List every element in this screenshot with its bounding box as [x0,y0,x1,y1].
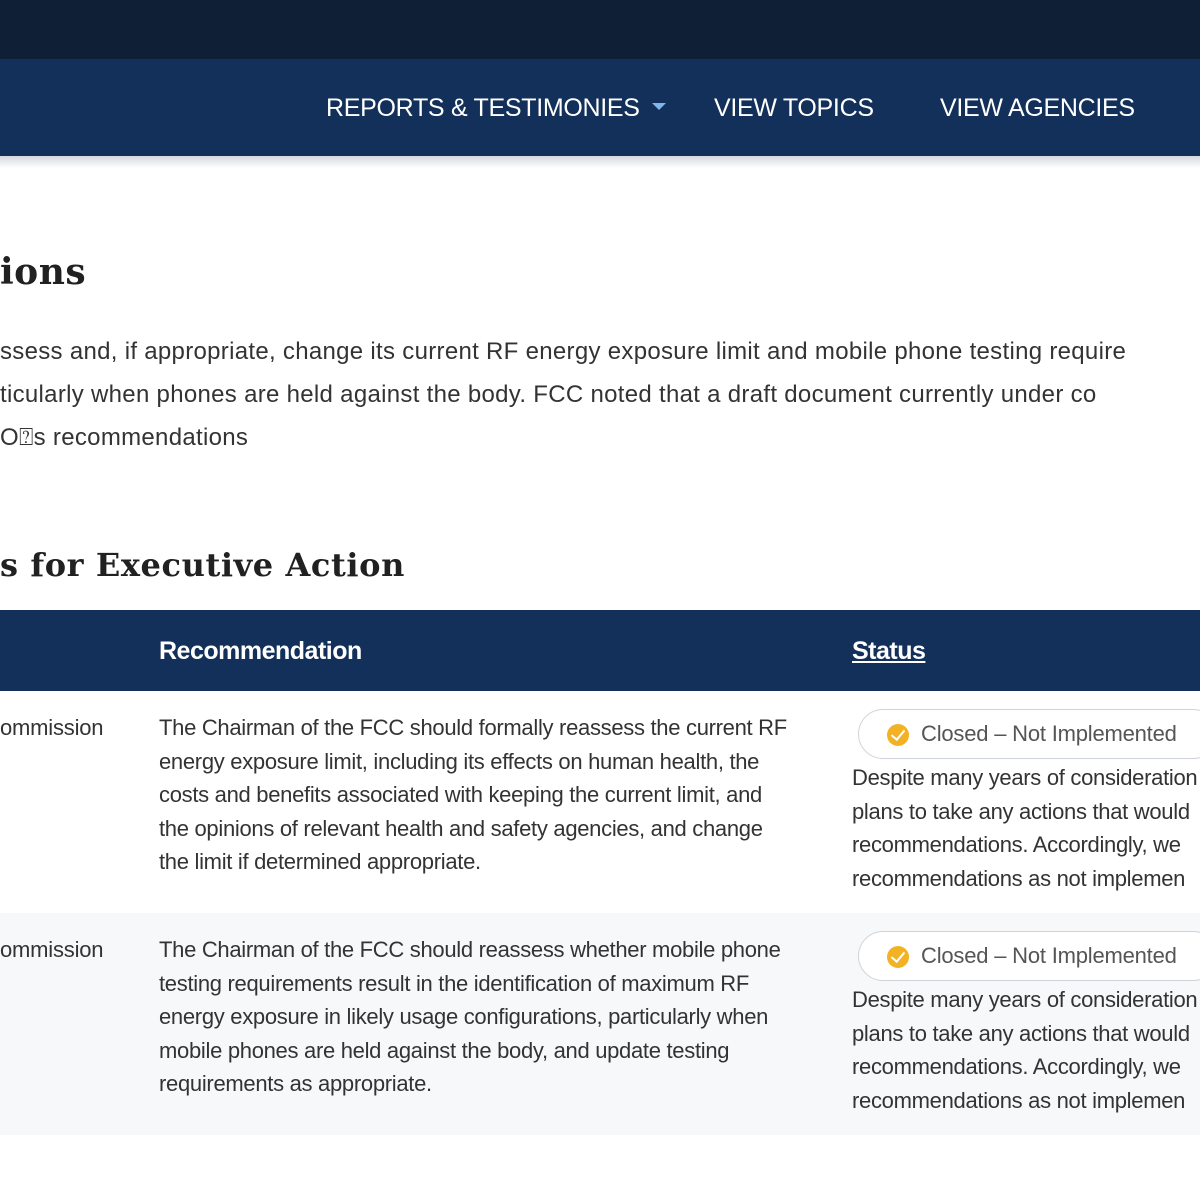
table-row [0,691,1200,913]
comment-line: recommendations. Accordingly, we [852,1054,1181,1079]
check-circle-icon [887,724,909,746]
comment-line: Despite many years of consideration [852,987,1198,1012]
recommendation-line: The Chairman of the FCC should formally reassess the current RF [159,715,787,740]
recommendation-line: requirements as appropriate. [159,1071,432,1096]
check-circle-icon [887,946,909,968]
column-header-recommendation: Recommendation [159,637,362,665]
status-badge [858,931,1200,981]
nav-reports-testimonies-label: REPORTS & TESTIMONIES [326,94,640,122]
recommendation-line: energy exposure limit, including its effects on human health, the [159,748,760,774]
recommendations-heading: s for Executive Action [0,546,405,584]
agency-cell: ommission [0,715,104,740]
nav-view-agencies-label: VIEW AGENCIES [940,94,1135,122]
table-header [0,610,1200,691]
agency-cell: ommission [0,937,104,962]
recommendation-line: testing requirements result in the identification of maximum RF [159,970,750,996]
recommendation-line: the opinions of relevant health and safety agencies, and change [159,815,763,841]
recommendation-line: the limit if determined appropriate. [159,849,481,874]
nav-view-topics-label: VIEW TOPICS [714,94,874,122]
intro-line: ssess and, if appropriate, change its current RF energy exposure limit and mobile phone testing require [0,338,1127,365]
column-header-status[interactable]: Status [852,637,926,665]
comment-line: plans to take any actions that would [852,1020,1190,1046]
status-label: Closed – Not Implemented [921,721,1177,746]
chevron-down-icon [652,103,666,110]
intro-line: ticularly when phones are held against the body. FCC noted that a draft document currently under co [0,381,1097,408]
comment-line: recommendations. Accordingly, we [852,832,1181,857]
nav-reports-testimonies[interactable] [326,93,666,123]
status-label: Closed – Not Implemented [921,943,1177,968]
comment-line: recommendations as not implemen [852,1087,1186,1113]
recommendation-line: costs and benefits associated with keeping the current limit, and [159,782,762,807]
table-row [0,913,1200,1135]
comment-line: recommendations as not implemen [852,865,1186,891]
status-badge [858,709,1200,759]
nav-view-topics[interactable] [714,93,874,123]
recommendation-line: The Chairman of the FCC should reassess whether mobile phone [159,937,781,962]
status-comment [852,983,1200,1117]
top-bar [0,0,1200,59]
nav-shadow [0,156,1200,168]
comment-line: plans to take any actions that would [852,798,1190,824]
section-heading: ions [0,251,87,293]
recommendation-line: energy exposure in likely usage configurations, particularly when [159,1004,769,1029]
intro-line: O⍰s recommendations [0,424,249,451]
comment-line: Despite many years of consideration [852,765,1198,790]
status-comment [852,761,1200,895]
section-intro [0,330,1200,459]
recommendation-line: mobile phones are held against the body, and update testing [159,1037,730,1063]
nav-view-agencies[interactable] [940,93,1135,123]
recommendation-cell [159,933,819,1101]
recommendation-cell [159,711,819,879]
